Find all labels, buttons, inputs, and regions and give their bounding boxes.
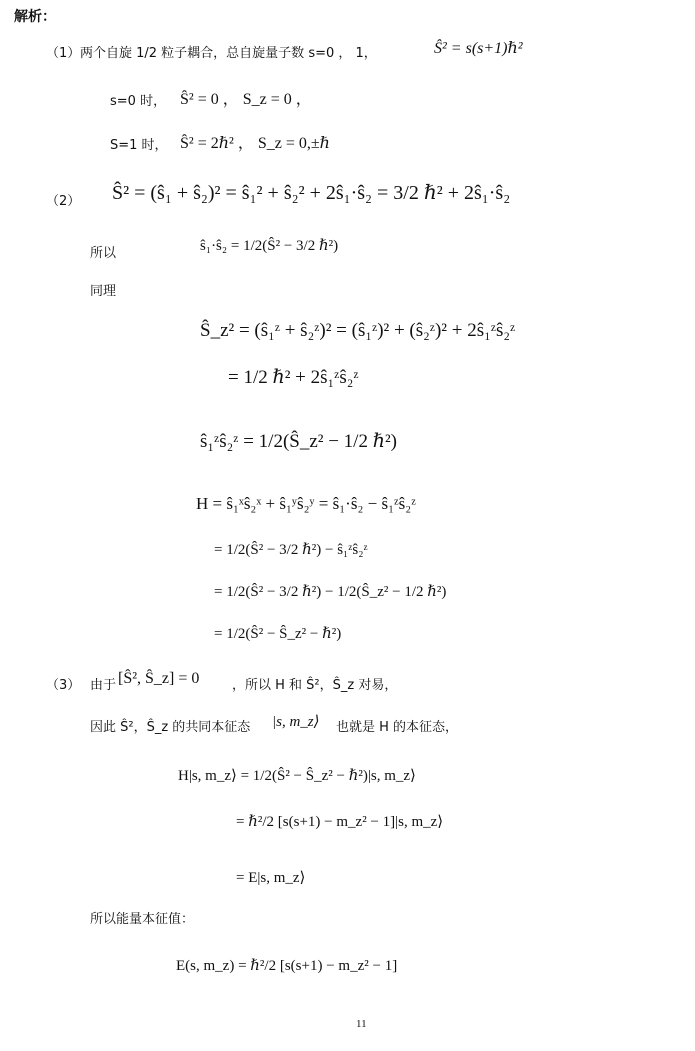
energy-label: 所以能量本征值： — [90, 912, 195, 927]
part3-commutator: [Ŝ², Ŝ_z] = 0 — [118, 670, 200, 687]
sz-line1: Ŝ_z² = (ŝ₁ᶻ + ŝ₂ᶻ)² = (ŝ₁ᶻ)² + (ŝ₂ᶻ)² + 2ŝ₁ᶻŝ₂ᶻ — [200, 320, 516, 341]
part3-ket: |s, m_z⟩ — [272, 714, 320, 730]
page-number: 11 — [356, 1018, 367, 1030]
part3-text1-a: 由于 — [90, 678, 117, 693]
section-title: 解析： — [14, 9, 56, 25]
s1-label: S=1 时， — [110, 138, 168, 153]
part3-text2-b: 也就是 H 的本征态， — [336, 720, 459, 735]
suoyi-label: 所以 — [90, 246, 117, 261]
part1-text: 两个自旋 1/2 粒子耦合，总自旋量子数 s=0 ， 1， — [80, 46, 377, 61]
part3-text1-b: ，所以 H 和 Ŝ²，Ŝ_z 对易， — [232, 678, 398, 693]
energy-formula: E(s, m_z) = ℏ²/2 [s(s+1) − m_z² − 1] — [176, 958, 398, 974]
part3-text2-a: 因此 Ŝ²，Ŝ_z 的共同本征态 — [90, 720, 251, 735]
h-line3: = 1/2(Ŝ² − 3/2 ℏ²) − 1/2(Ŝ_z² − 1/2 ℏ²) — [214, 584, 447, 600]
eigen-eq1: H|s, m_z⟩ = 1/2(Ŝ² − Ŝ_z² − ℏ²)|s, m_z⟩ — [178, 768, 416, 784]
eigen-eq3: = E|s, m_z⟩ — [236, 870, 306, 886]
part1-formula: Ŝ² = s(s+1)ℏ² — [434, 40, 523, 57]
sz-line2: = 1/2 ℏ² + 2ŝ₁ᶻŝ₂ᶻ — [228, 367, 359, 388]
part2-main-formula: Ŝ² = (ŝ₁ + ŝ₂)² = ŝ₁² + ŝ₂² + 2ŝ₁·ŝ₂ = 3/2 ℏ² + 2ŝ₁·ŝ₂ — [112, 182, 511, 204]
eigen-eq2: = ℏ²/2 [s(s+1) − m_z² − 1]|s, m_z⟩ — [236, 814, 444, 830]
h-line4: = 1/2(Ŝ² − Ŝ_z² − ℏ²) — [214, 626, 342, 642]
s1-formula: Ŝ² = 2ℏ² ， S_z = 0,±ℏ — [180, 135, 330, 152]
part3-label: （3） — [46, 678, 81, 693]
suoyi-formula: ŝ₁·ŝ₂ = 1/2(Ŝ² − 3/2 ℏ²) — [200, 238, 339, 254]
s0-formula: Ŝ² = 0 ， S_z = 0 ， — [180, 91, 312, 108]
s0-label: s=0 时， — [110, 94, 167, 109]
szz-formula: ŝ₁ᶻŝ₂ᶻ = 1/2(Ŝ_z² − 1/2 ℏ²) — [200, 431, 397, 452]
part1-label: （1） — [46, 46, 81, 61]
h-line2: = 1/2(Ŝ² − 3/2 ℏ²) − ŝ₁ᶻŝ₂ᶻ — [214, 542, 368, 558]
tongli-label: 同理 — [90, 284, 117, 299]
part2-label: （2） — [46, 194, 81, 209]
h-line1: H = ŝ₁ˣŝ₂ˣ + ŝ₁ʸŝ₂ʸ = ŝ₁·ŝ₂ − ŝ₁ᶻŝ₂ᶻ — [196, 494, 416, 513]
